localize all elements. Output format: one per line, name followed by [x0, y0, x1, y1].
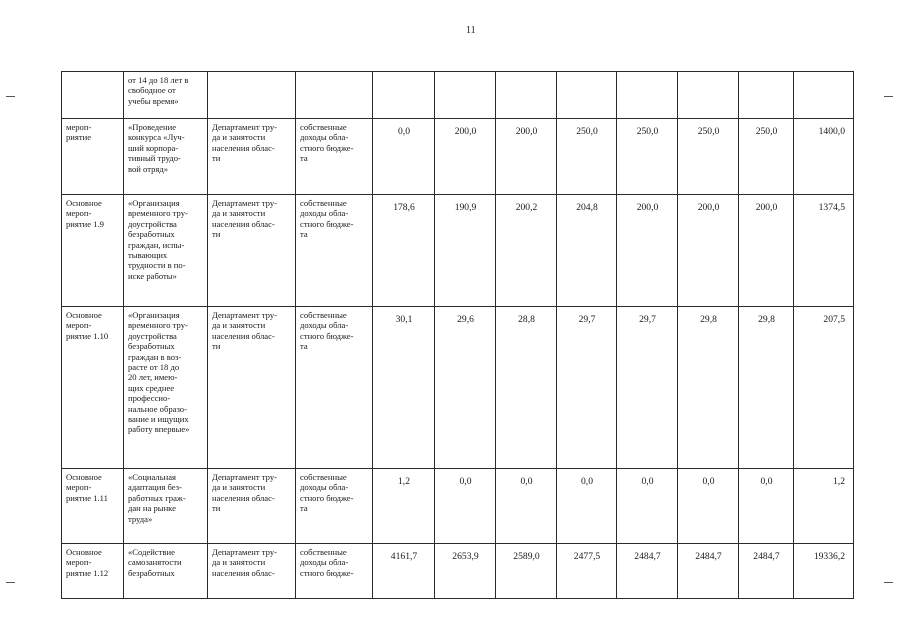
page-number: 11 — [466, 25, 476, 36]
value-cell: 29,6 — [435, 307, 496, 469]
margin-mark-right — [884, 96, 893, 97]
executor-cell — [208, 72, 296, 119]
margin-mark-left — [6, 96, 15, 97]
value-cell: 200,0 — [678, 195, 739, 307]
value-cell: 29,8 — [678, 307, 739, 469]
funding-source-cell: собственные доходы обла- стного бюдже- та — [296, 119, 373, 195]
table-row — [62, 195, 854, 307]
value-cell: 0,0 — [496, 469, 557, 544]
executor-cell: Департамент тру- да и занятости населения облас- ти — [208, 469, 296, 544]
value-cell — [617, 72, 678, 119]
value-cell: 200,0 — [739, 195, 794, 307]
activity-name-cell: «Проведение конкурса «Луч- ший корпора- тивный трудо- вой отряд» — [124, 119, 208, 195]
activity-label-cell: мероп- риятие — [62, 119, 124, 195]
value-cell: 250,0 — [678, 119, 739, 195]
total-cell: 1400,0 — [794, 119, 854, 195]
value-cell: 0,0 — [435, 469, 496, 544]
table-row — [62, 72, 854, 119]
value-cell: 200,0 — [496, 119, 557, 195]
total-cell: 207,5 — [794, 307, 854, 469]
value-cell: 200,0 — [617, 195, 678, 307]
value-cell: 250,0 — [739, 119, 794, 195]
executor-cell: Департамент тру- да и занятости населения облас- ти — [208, 119, 296, 195]
total-cell — [794, 72, 854, 119]
value-cell: 0,0 — [373, 119, 435, 195]
total-cell: 1374,5 — [794, 195, 854, 307]
activity-name-cell: от 14 до 18 лет в свободное от учебы время» — [124, 72, 208, 119]
value-cell: 29,8 — [739, 307, 794, 469]
value-cell: 2477,5 — [557, 544, 617, 599]
value-cell: 2589,0 — [496, 544, 557, 599]
funding-source-cell: собственные доходы обла- стного бюдже- та — [296, 307, 373, 469]
value-cell: 200,2 — [496, 195, 557, 307]
activity-name-cell: «Содействие самозанятости безработных — [124, 544, 208, 599]
value-cell: 178,6 — [373, 195, 435, 307]
value-cell: 2484,7 — [617, 544, 678, 599]
funding-source-cell — [296, 72, 373, 119]
budget-table — [61, 71, 854, 599]
activity-label-cell: Основное мероп- риятие 1.11 — [62, 469, 124, 544]
value-cell: 28,8 — [496, 307, 557, 469]
activity-label-cell — [62, 72, 124, 119]
value-cell: 29,7 — [557, 307, 617, 469]
activity-label-cell: Основное мероп- риятие 1.12 — [62, 544, 124, 599]
value-cell: 30,1 — [373, 307, 435, 469]
total-cell: 19336,2 — [794, 544, 854, 599]
margin-mark-bottom-left — [6, 582, 15, 583]
value-cell: 0,0 — [678, 469, 739, 544]
value-cell — [373, 72, 435, 119]
value-cell: 0,0 — [557, 469, 617, 544]
funding-source-cell: собственные доходы обла- стного бюдже- та — [296, 469, 373, 544]
value-cell: 250,0 — [557, 119, 617, 195]
activity-label-cell: Основное мероп- риятие 1.9 — [62, 195, 124, 307]
table-row — [62, 544, 854, 599]
value-cell: 2484,7 — [739, 544, 794, 599]
margin-mark-bottom-right — [884, 582, 893, 583]
value-cell: 0,0 — [617, 469, 678, 544]
funding-source-cell: собственные доходы обла- стного бюдже- та — [296, 195, 373, 307]
executor-cell: Департамент тру- да и занятости населения облас- ти — [208, 307, 296, 469]
value-cell — [739, 72, 794, 119]
value-cell: 2484,7 — [678, 544, 739, 599]
activity-label-cell: Основное мероп- риятие 1.10 — [62, 307, 124, 469]
total-cell: 1,2 — [794, 469, 854, 544]
activity-name-cell: «Организация временного тру- доустройства безработных граждан, испы- тывающих трудности в по- иске работы» — [124, 195, 208, 307]
value-cell: 190,9 — [435, 195, 496, 307]
table-row — [62, 307, 854, 469]
activity-name-cell: «Социальная адаптация без- работных граж- дан на рынке труда» — [124, 469, 208, 544]
value-cell — [496, 72, 557, 119]
value-cell: 200,0 — [435, 119, 496, 195]
value-cell: 29,7 — [617, 307, 678, 469]
table-row — [62, 119, 854, 195]
activity-name-cell: «Организация временного тру- доустройства безработных граждан в воз- расте от 18 до 20 лет, имею- щих среднее профессио- нальное образо- вание и ищущих работу впервые» — [124, 307, 208, 469]
value-cell: 204,8 — [557, 195, 617, 307]
value-cell: 0,0 — [739, 469, 794, 544]
executor-cell: Департамент тру- да и занятости населения облас- — [208, 544, 296, 599]
value-cell: 2653,9 — [435, 544, 496, 599]
funding-source-cell: собственные доходы обла- стного бюдже- — [296, 544, 373, 599]
value-cell: 250,0 — [617, 119, 678, 195]
table-row — [62, 469, 854, 544]
executor-cell: Департамент тру- да и занятости населения облас- ти — [208, 195, 296, 307]
value-cell — [557, 72, 617, 119]
value-cell: 4161,7 — [373, 544, 435, 599]
value-cell: 1,2 — [373, 469, 435, 544]
value-cell — [435, 72, 496, 119]
value-cell — [678, 72, 739, 119]
